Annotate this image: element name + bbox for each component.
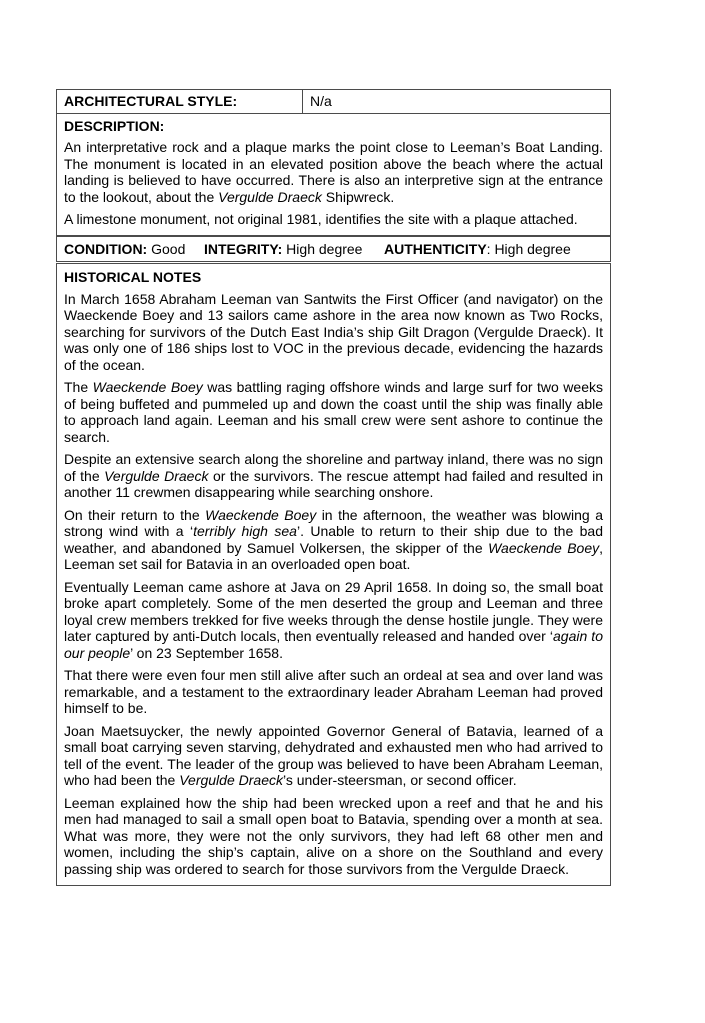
paragraph	[64, 139, 603, 205]
architectural-style-row	[57, 90, 610, 114]
authenticity-value: : High degree	[486, 240, 571, 257]
paragraph	[64, 451, 603, 501]
text-segment: ’s under-steersman, or second officer.	[282, 772, 517, 788]
historical-notes-paragraphs	[64, 291, 603, 878]
paragraph	[64, 723, 603, 789]
italic-text-segment: Vergulde Draeck	[104, 467, 209, 484]
condition-label: CONDITION:	[64, 240, 148, 257]
text-segment: In March 1658 Abraham Leeman van Santwits the First Officer (and navigator) on the Waeckende Boey and 13 sailors came ashore in the area now known as Two Rocks, searching for survivors of the Dutch East India’s ship Gilt Dragon (Vergulde Draeck). It was only one of 186 ships lost to VOC in the previous decade, evidencing the hazards of the ocean.	[64, 290, 603, 373]
architectural-style-value: N/a	[310, 93, 332, 109]
condition-field	[64, 241, 204, 258]
text-segment: The	[64, 379, 93, 395]
text-segment: in the afternoon, the weather was blowing a strong wind with a ‘	[64, 506, 604, 539]
text-segment: A limestone monument, not original 1981, identifies the site with a plaque attached.	[64, 211, 578, 227]
condition-value: Good	[147, 240, 186, 257]
italic-text-segment: Waeckende Boey	[92, 379, 203, 395]
text-segment: That there were even four men still alive after such an ordeal at sea and over land was remarkable, and a testament to the extraordinary leader Abraham Leeman had proved himself to be.	[64, 667, 603, 716]
description-paragraphs	[64, 139, 603, 228]
authenticity-field	[384, 241, 603, 258]
paragraph	[64, 507, 603, 573]
description-section	[57, 114, 610, 236]
site-details-table	[56, 89, 611, 262]
text-segment: Shipwreck.	[321, 188, 395, 205]
authenticity-label: AUTHENTICITY	[384, 240, 487, 257]
condition-row	[57, 236, 610, 262]
text-segment: Joan Maetsuycker, the newly appointed Governor General of Batavia, learned of a small boat carrying seven starving, dehydrated and exhausted men who had arrived to tell of the event. The leader of the group was believed to have been Abraham Leeman, who had been the	[64, 722, 603, 788]
italic-text-segment: again to our people	[64, 628, 603, 661]
architectural-style-label: ARCHITECTURAL STYLE:	[57, 90, 303, 113]
paragraph	[64, 379, 603, 445]
text-segment: , Leeman set sail for Batavia in an overloaded open boat.	[64, 539, 603, 572]
text-segment: An interpretative rock and a plaque marks the point close to Leeman’s Boat Landing. The monument is located in an elevated position above the beach where the actual landing is believed to have occurred. There is also an interpretive sign at the entrance to the lookout, about the	[64, 139, 603, 205]
paragraph	[64, 667, 603, 717]
italic-text-segment: Vergulde Draeck	[218, 188, 322, 205]
integrity-label: INTEGRITY:	[204, 240, 283, 257]
text-segment: ’ on 23 September 1658.	[130, 644, 283, 661]
text-segment: was battling raging offshore winds and large surf for two weeks of being buffeted and pummeled up and down the coast until the ship was finally able to approach land again. Leeman and his small crew were sent ashore to continue the search.	[64, 379, 603, 445]
italic-text-segment: Waeckende Boey	[205, 506, 317, 523]
historical-notes-table	[56, 263, 611, 886]
italic-text-segment: Waeckende Boey	[488, 539, 600, 556]
text-segment: or the survivors. The rescue attempt had failed and resulted in another 11 crewmen disappearing while searching onshore.	[64, 467, 604, 500]
italic-text-segment: terribly high sea	[193, 523, 297, 539]
text-segment: On their return to the	[64, 506, 206, 523]
integrity-value: High degree	[282, 240, 363, 257]
italic-text-segment: Vergulde Draeck	[179, 772, 283, 788]
text-segment: ’. Unable to return to their ship due to the bad weather, and abandoned by Samuel Volkersen, the skipper of the	[64, 523, 603, 556]
text-segment: Eventually Leeman came ashore at Java on 29 April 1658. In doing so, the small boat broke apart completely. Some of the men deserted the group and Leeman and three loyal crew members trekked for five weeks through the dense hostile jungle. They were later captured by anti-Dutch locals, then eventually released and handed over ‘	[64, 578, 604, 644]
description-heading: DESCRIPTION:	[64, 117, 165, 134]
paragraph	[64, 579, 603, 662]
paragraph	[64, 795, 603, 878]
historical-notes-heading: HISTORICAL NOTES	[64, 269, 202, 285]
paragraph	[64, 291, 603, 374]
text-segment: Leeman explained how the ship had been wrecked upon a reef and that he and his men had managed to sail a small open boat to Batavia, spending over a month at sea. What was more, they were not the only survivors, they had left 68 other men and women, including the ship’s captain, alive on a shore on the Southland and every passing ship was ordered to search for those survivors from the Vergulde Draeck.	[64, 794, 603, 877]
integrity-field	[204, 241, 384, 258]
text-segment: Despite an extensive search along the shoreline and partway inland, there was no sign of the	[64, 451, 603, 484]
paragraph	[64, 211, 603, 228]
